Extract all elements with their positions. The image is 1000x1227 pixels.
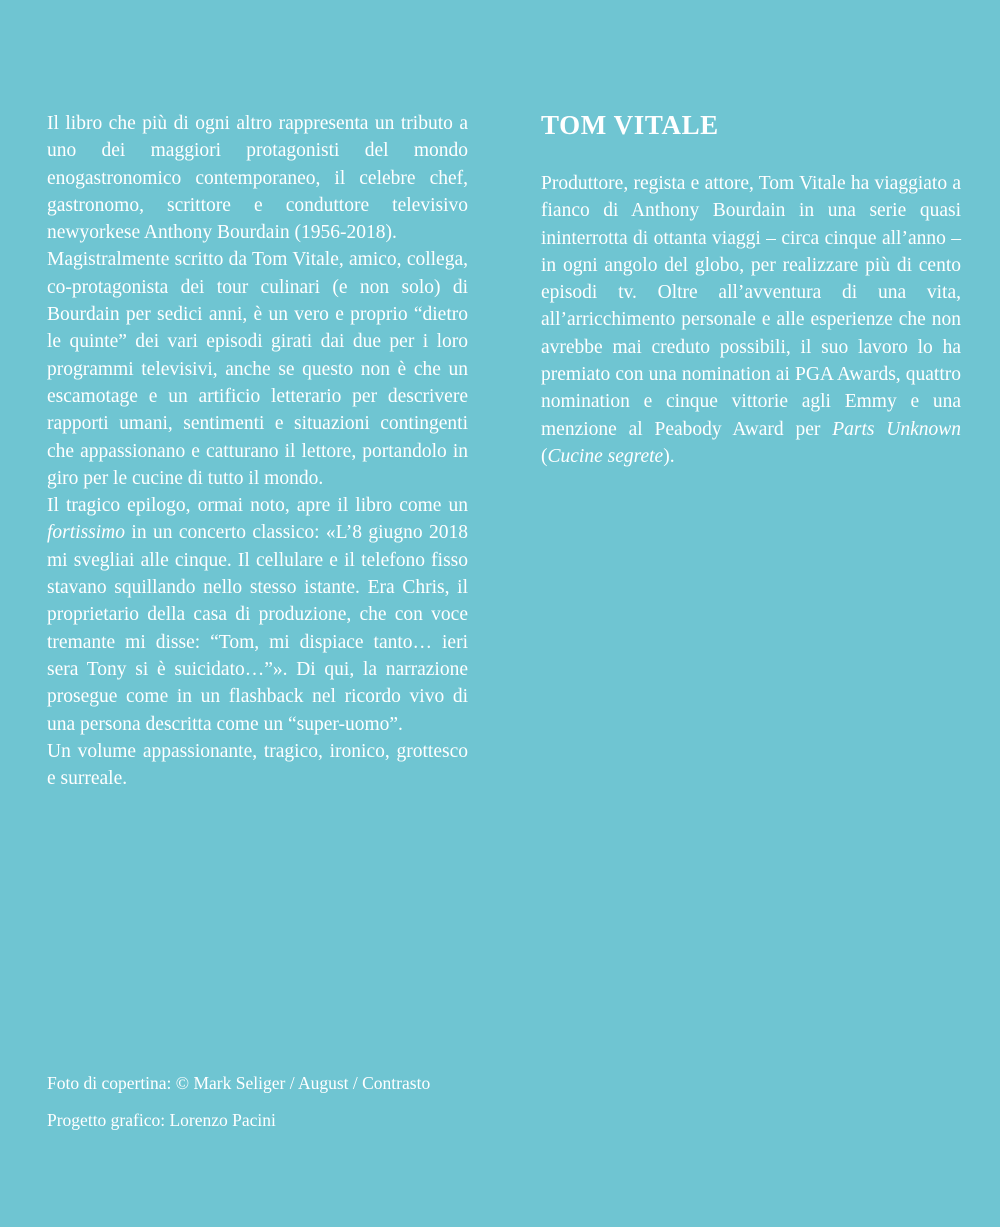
credits-block	[47, 1072, 430, 1146]
synopsis-paragraph: Il tragico epilogo, ormai noto, apre il libro come un fortissimo in un concerto classico: «L’8 giugno 2018 mi svegliai alle cinque. Il cellulare e il telefono fisso stavano squillando nello stesso istante. Era Chris, il proprietario della casa di produzione, che con voce tremante mi disse: “Tom, mi dispiace tanto… ieri sera Tony si è suicidato…”». Di qui, la narrazione prosegue come in un flashback nel ricordo vivo di una persona descritta come un “super-uomo”.	[47, 495, 468, 735]
design-credit-line: Progetto grafico: Lorenzo Pacini	[47, 1110, 276, 1130]
synopsis-paragraph: Magistralmente scritto da Tom Vitale, amico, collega, co-protagonista dei tour culinari (e non solo) di Bourdain per sedici anni, è un vero e proprio “dietro le quinte” dei vari episodi girati dai due per i loro programmi televisivi, anche se questo non è che un escamotage e un artificio letterario per descrivere rapporti umani, sentimenti e situazioni contingenti che appassionano e catturano il lettore, portandolo in giro per le cucine di tutto il mondo.	[47, 249, 468, 489]
synopsis-paragraph: Un volume appassionante, tragico, ironico, grottesco e surreale.	[47, 740, 468, 790]
synopsis-paragraph: Il libro che più di ogni altro rappresenta un tributo a uno dei maggiori protagonisti del mondo enogastronomico contemporaneo, il celebre chef, gastronomo, scrittore e conduttore televisivo newyorkese Anthony Bourdain (1956-2018).	[47, 113, 468, 244]
author-name-heading: TOM VITALE	[541, 110, 719, 140]
author-bio: Produttore, regista e attore, Tom Vitale ha viaggiato a fianco di Anthony Bourdain in una serie quasi ininterrotta di ottanta viaggi – circa cinque all’anno – in ogni angolo del globo, per realizzare più di cento episodi tv. Oltre all’avventura di una vita, all’arricchimento personale e alle esperienze che non avrebbe mai creduto possibili, il suo lavoro lo ha premiato con una nomination ai PGA Awards, quattro nomination e cinque vittorie agli Emmy e una menzione al Peabody Award per Parts Unknown (Cucine segrete).	[541, 173, 961, 467]
left-column	[47, 110, 468, 792]
right-column	[541, 110, 961, 470]
photo-credit-line: Foto di copertina: © Mark Seliger / August / Contrasto	[47, 1073, 431, 1093]
